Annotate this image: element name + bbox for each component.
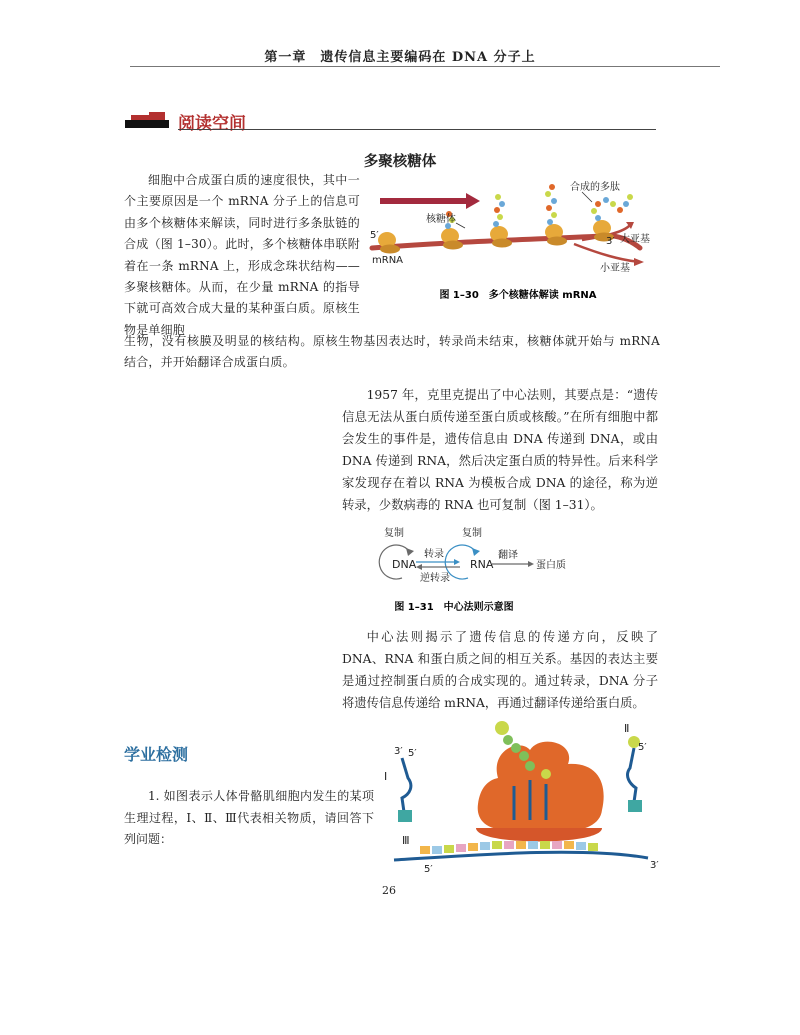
label-large-subunit: 大亚基 bbox=[620, 234, 650, 245]
header-rule bbox=[130, 66, 720, 67]
direction-arrow-icon bbox=[380, 193, 480, 209]
paragraph: 细胞中合成蛋白质的速度很快，其中一个主要原因是一个 mRNA 分子上的信息可由多个核糖体来解读，同时进行多条肽链的合成（图 1–30）。此时，多个核糖体串联附着在一条 mRNA 上，形成念珠状结构——多聚核糖体。从而，在少量 mRNA 的指导下就可高效合成大量的某种蛋白质。原核生物是单细胞 bbox=[124, 173, 360, 337]
svg-text:复制: 复制 bbox=[462, 528, 482, 539]
svg-text:3′: 3′ bbox=[650, 860, 659, 871]
svg-text:5′: 5′ bbox=[424, 864, 433, 875]
ribosome bbox=[378, 232, 400, 254]
ribosome bbox=[545, 224, 567, 246]
translation-figure bbox=[380, 720, 670, 880]
quiz-heading: 学业检测 bbox=[124, 745, 189, 764]
label-small-subunit: 小亚基 bbox=[600, 263, 630, 274]
label-II: Ⅱ bbox=[624, 722, 630, 735]
svg-text:5′: 5′ bbox=[408, 748, 417, 759]
figure-caption: 图 1–30 多个核糖体解读 mRNA bbox=[439, 290, 597, 300]
ribosome-small bbox=[476, 828, 602, 842]
page-number: 26 bbox=[382, 884, 396, 897]
running-header: 第一章 遗传信息主要编码在 DNA 分子上 bbox=[264, 50, 536, 65]
label-ribosome: 核糖体 bbox=[426, 214, 456, 225]
svg-text:RNA: RNA bbox=[470, 558, 494, 571]
ribosome-large bbox=[478, 742, 604, 832]
label-I: Ⅰ bbox=[384, 770, 388, 783]
trna-II-body bbox=[628, 800, 642, 812]
label-mrna: mRNA bbox=[372, 255, 404, 266]
svg-text:逆转录: 逆转录 bbox=[420, 573, 450, 584]
question-1: 1. 如图表示人体骨骼肌细胞内发生的某项生理过程，Ⅰ、Ⅱ、Ⅲ代表相关物质，请回答下列问题： bbox=[124, 789, 374, 846]
section-bar-icon bbox=[125, 112, 169, 128]
central-dogma-figure bbox=[370, 522, 610, 618]
svg-text:复制: 复制 bbox=[384, 528, 404, 539]
svg-text:3′: 3′ bbox=[394, 746, 403, 757]
label-peptide: 合成的多肽 bbox=[570, 182, 620, 193]
svg-text:5′: 5′ bbox=[638, 742, 647, 753]
svg-text:DNA: DNA bbox=[392, 558, 417, 571]
svg-text:翻译: 翻译 bbox=[498, 550, 518, 561]
section-rule bbox=[178, 129, 656, 130]
section-title: 阅读空间 bbox=[178, 114, 246, 134]
svg-text:蛋白质: 蛋白质 bbox=[536, 560, 566, 571]
article-title: 多聚核糖体 bbox=[363, 154, 437, 170]
ribosome bbox=[441, 228, 463, 250]
paragraph: 中心法则揭示了遗传信息的传递方向，反映了 DNA、RNA 和蛋白质之间的相互关系。基因的表达主要是通过控制蛋白质的合成实现的。通过转录，DNA 分子将遗传信息传递给 mRNA，再通过翻译传递给蛋白质。 bbox=[342, 630, 658, 710]
label-5-prime: 5′ bbox=[370, 230, 379, 241]
paragraph-continued: 生物，没有核膜及明显的核结构。原核生物基因表达时，转录尚未结束，核糖体就开始与 mRNA 结合，并开始翻译合成蛋白质。 bbox=[124, 334, 660, 370]
label-3-prime: 3′ bbox=[606, 236, 615, 247]
svg-text:转录: 转录 bbox=[424, 549, 444, 560]
trna-I-body bbox=[398, 810, 412, 822]
figure-caption: 图 1–31 中心法则示意图 bbox=[394, 602, 514, 613]
label-III: Ⅲ bbox=[402, 834, 410, 847]
polyribosome-figure bbox=[368, 170, 668, 300]
paragraph: 1957 年，克里克提出了中心法则，其要点是：“遗传信息无法从蛋白质传递至蛋白质或核酸。”在所有细胞中都会发生的事件是，遗传信息由 DNA 传递到 DNA，或由 DNA 传递到 RNA，然后决定蛋白质的特异性。后来科学家发现存在着以 RNA 为模板合成 DNA 的途径，称为逆转录，少数病毒的 RNA 也可复制（图 1–31）。 bbox=[342, 388, 658, 512]
ribosome bbox=[490, 226, 512, 248]
